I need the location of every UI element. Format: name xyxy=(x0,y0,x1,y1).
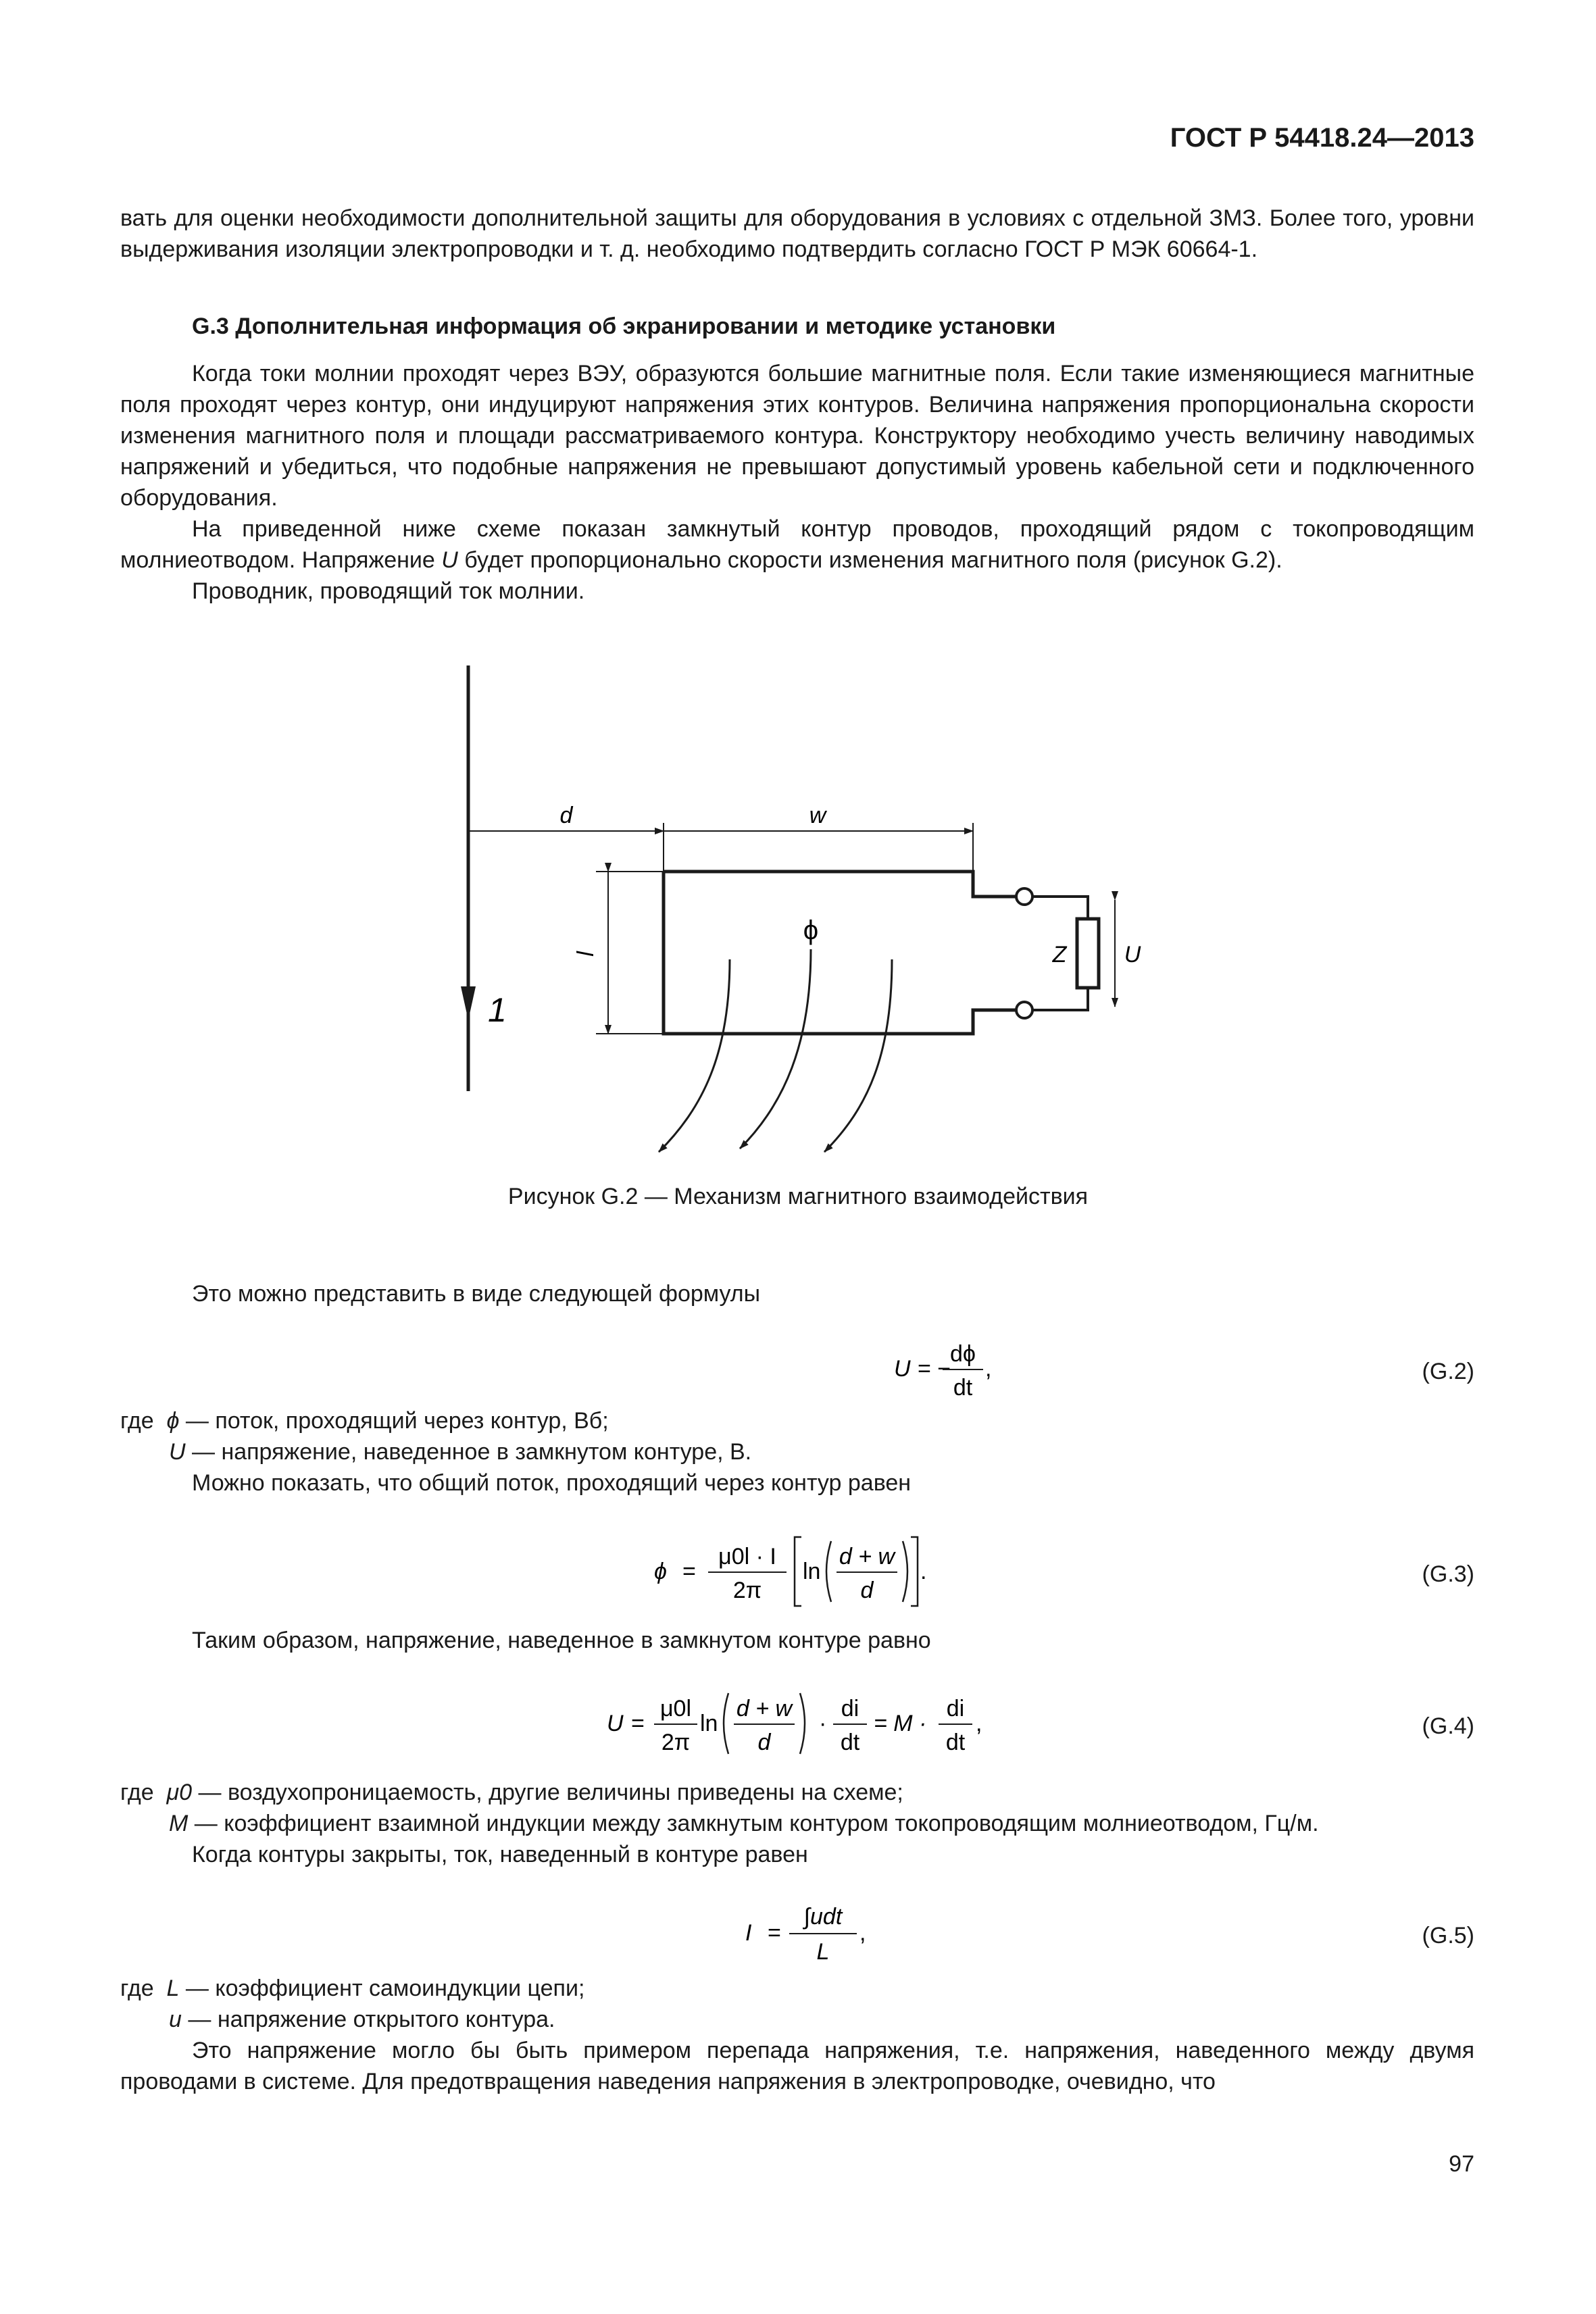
var-u: U xyxy=(441,547,458,573)
svg-text:d + w: d + w xyxy=(736,1696,793,1721)
svg-text:di: di xyxy=(841,1696,859,1721)
svg-text:∫udt: ∫udt xyxy=(803,1904,843,1930)
svg-text:=: = xyxy=(631,1711,645,1736)
svg-text:,: , xyxy=(976,1711,982,1736)
label-z: Z xyxy=(1052,942,1067,967)
svg-text:ln: ln xyxy=(700,1711,718,1736)
legend-g2 xyxy=(120,1405,1474,1499)
equation-g2-svg xyxy=(120,1321,1474,1409)
svg-text:=: = xyxy=(682,1559,696,1584)
svg-text:= −: = − xyxy=(918,1356,951,1382)
equation-g4 xyxy=(120,1669,1474,1770)
svg-text:=: = xyxy=(768,1920,781,1946)
equation-number: (G.5) xyxy=(1422,1923,1474,1948)
legend-line: U — напряжение, наведенное в замкнутом контуре, В. xyxy=(169,1439,752,1465)
label-w: w xyxy=(809,803,826,828)
paragraph-continuation: вать для оценки необходимости дополнительной защиты для оборудования в условиях с отдельной ЗМЗ. Более того, уровни выдерживания изоляции электропроводки и т. д. необходимо подтвердить согласно ГОСТ Р МЭК 60664-1. xyxy=(120,205,1474,262)
equation-g3-svg xyxy=(120,1517,1474,1618)
section-heading: G.3 Дополнительная информация об экранировании и методике установки xyxy=(192,313,1056,339)
svg-text:dt: dt xyxy=(953,1375,973,1401)
equation-number: (G.3) xyxy=(1422,1561,1474,1587)
svg-text:2π: 2π xyxy=(661,1730,691,1755)
label-l: l xyxy=(573,951,599,957)
intro-formula: Это можно представить в виде следующей формулы xyxy=(192,1281,761,1307)
equation-g5 xyxy=(120,1885,1474,1973)
figure-caption: Рисунок G.2 — Механизм магнитного взаимодействия xyxy=(507,1184,1089,1209)
svg-text:,: , xyxy=(859,1920,866,1946)
svg-text:I: I xyxy=(745,1920,752,1946)
flux-line xyxy=(659,959,730,1152)
svg-text:μ0l · I: μ0l · I xyxy=(718,1544,776,1569)
svg-text:= M ·: = M · xyxy=(874,1711,927,1736)
legend-g5 xyxy=(120,1973,1474,2035)
flux-line xyxy=(740,949,811,1149)
svg-text:di: di xyxy=(946,1696,965,1721)
standard-code: ГОСТ Р 54418.24—2013 xyxy=(1170,123,1474,153)
current-arrow-icon xyxy=(461,986,476,1020)
svg-text:dϕ: dϕ xyxy=(950,1341,976,1367)
svg-text:·: · xyxy=(819,1711,827,1736)
page-number: 97 xyxy=(1449,2151,1474,2177)
label-d: d xyxy=(559,803,573,828)
equation-number: (G.2) xyxy=(1422,1359,1474,1384)
terminal-top xyxy=(1016,888,1032,905)
paragraph-loop-schema: На приведенной ниже схеме показан замкнутый контур проводов, проходящий рядом с токопроводящим молниеотводом. Напряжение U будет пропорционально скорости изменения магнитного поля (рисунок G.2). xyxy=(120,516,1474,573)
equation-g5-svg xyxy=(120,1885,1474,1973)
flux-line xyxy=(824,959,892,1152)
svg-text:dt: dt xyxy=(840,1730,860,1755)
svg-text:ϕ: ϕ xyxy=(654,1559,667,1584)
label-phi: ϕ xyxy=(803,915,819,945)
legend-line: где L — коэффициент самоиндукции цепи; xyxy=(120,1976,585,2001)
impedance-z xyxy=(1077,919,1099,988)
legend-g4 xyxy=(120,1777,1474,1870)
final-paragraph: Это напряжение могло бы быть примером перепада напряжения, т.е. напряжения, наведенного между двумя проводами в системе. Для предотвращения наведения напряжения в электропроводке, очевидно, что xyxy=(120,2038,1474,2094)
text-flux: Можно показать, что общий поток, проходящий через контур равен xyxy=(192,1470,912,1496)
svg-text:,: , xyxy=(985,1356,992,1382)
paragraph-conductor: Проводник, проводящий ток молнии. xyxy=(192,578,585,604)
text-voltage: Таким образом, напряжение, наведенное в замкнутом контуре равно xyxy=(192,1628,931,1653)
svg-text:ln: ln xyxy=(803,1559,821,1584)
svg-text:d: d xyxy=(757,1730,771,1755)
equation-g4-svg xyxy=(120,1669,1474,1770)
svg-text:d + w: d + w xyxy=(839,1544,895,1569)
label-u: U xyxy=(1124,942,1141,967)
legend-line: где ϕ — поток, проходящий через контур, Вб; xyxy=(120,1408,609,1434)
wire-loop xyxy=(664,872,1024,1034)
svg-text:U: U xyxy=(607,1711,624,1736)
text-current: Когда контуры закрыты, ток, наведенный в контуре равен xyxy=(192,1842,808,1867)
svg-text:d: d xyxy=(860,1578,874,1603)
equation-number: (G.4) xyxy=(1422,1713,1474,1739)
legend-line: где μ0 — воздухопроницаемость, другие величины приведены на схеме; xyxy=(120,1780,903,1805)
svg-text:U: U xyxy=(894,1356,911,1382)
equation-g3 xyxy=(120,1517,1474,1618)
legend-line: M — коэффициент взаимной индукции между замкнутым контуром токопроводящим молниеотводом, Гц/м. xyxy=(169,1811,1319,1836)
equation-g2 xyxy=(120,1321,1474,1409)
paragraph-lightning-fields: Когда токи молнии проходят через ВЭУ, образуются большие магнитные поля. Если такие изменяющиеся магнитные поля проходят через контур, они индуцируют напряжения этих контуров. Величина напряжения пропорциональна скорости изменения магнитного поля и площади рассматриваемого контура. Конструктору необходимо учесть величину наводимых напряжений и убедиться, что подобные напряжения не превышают допустимый уровень кабельной сети и подключенного оборудования. xyxy=(120,361,1474,511)
svg-text:.: . xyxy=(920,1559,927,1584)
terminal-bottom xyxy=(1016,1002,1032,1018)
svg-text:μ0l: μ0l xyxy=(659,1696,692,1721)
legend-line: u — напряжение открытого контура. xyxy=(169,2007,555,2032)
svg-text:L: L xyxy=(816,1939,830,1965)
svg-text:dt: dt xyxy=(945,1730,966,1755)
label-conductor-number: 1 xyxy=(488,991,507,1029)
svg-text:2π: 2π xyxy=(732,1578,762,1603)
